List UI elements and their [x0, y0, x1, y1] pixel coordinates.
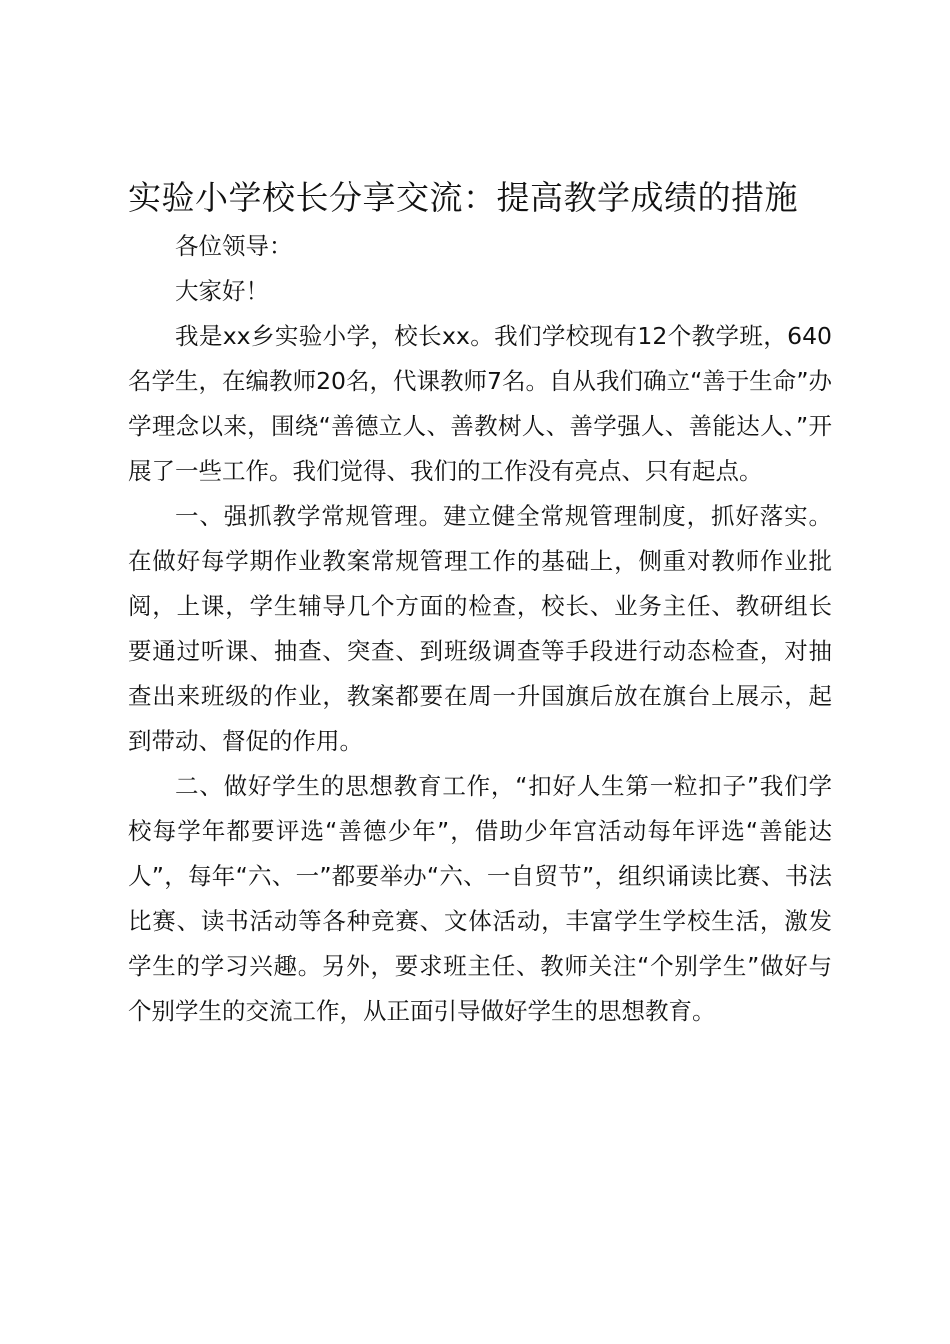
- document-title: 实验小学校长分享交流：提高教学成绩的措施: [128, 178, 798, 217]
- document-body: [128, 224, 832, 1034]
- introduction-paragraph: 我是xx乡实验小学，校长xx。我们学校现有12个教学班，640名学生，在编教师20名，代课教师7名。自从我们确立“善于生命”办学理念以来，围绕“善德立人、善教树人、善学强人、善能达人、”开展了一些工作。我们觉得、我们的工作没有亮点、只有起点。: [128, 322, 832, 485]
- salutation-paragraph: 各位领导：: [175, 232, 293, 260]
- moral-education-paragraph: 二、做好学生的思想教育工作，“扣好人生第一粒扣子”我们学校每学年都要评选“善德少年”，借助少年宫活动每年评选“善能达人”，每年“六、一”都要举办“六、一自贸节”，组织诵读比赛、书法比赛、读书活动等各种竞赛、文体活动，丰富学生学校生活，激发学生的学习兴趣。另外，要求班主任、教师关注“个别学生”做好与个别学生的交流工作，从正面引导做好学生的思想教育。: [128, 772, 832, 1025]
- teaching-routine-paragraph: 一、强抓教学常规管理。建立健全常规管理制度，抓好落实。在做好每学期作业教案常规管理工作的基础上，侧重对教师作业批阅，上课，学生辅导几个方面的检查，校长、业务主任、教研组长要通过听课、抽查、突查、到班级调查等手段进行动态检查，对抽查出来班级的作业，教案都要在周一升国旗后放在旗台上展示，起到带动、督促的作用。: [128, 502, 832, 755]
- greeting-paragraph: 大家好！: [175, 277, 269, 305]
